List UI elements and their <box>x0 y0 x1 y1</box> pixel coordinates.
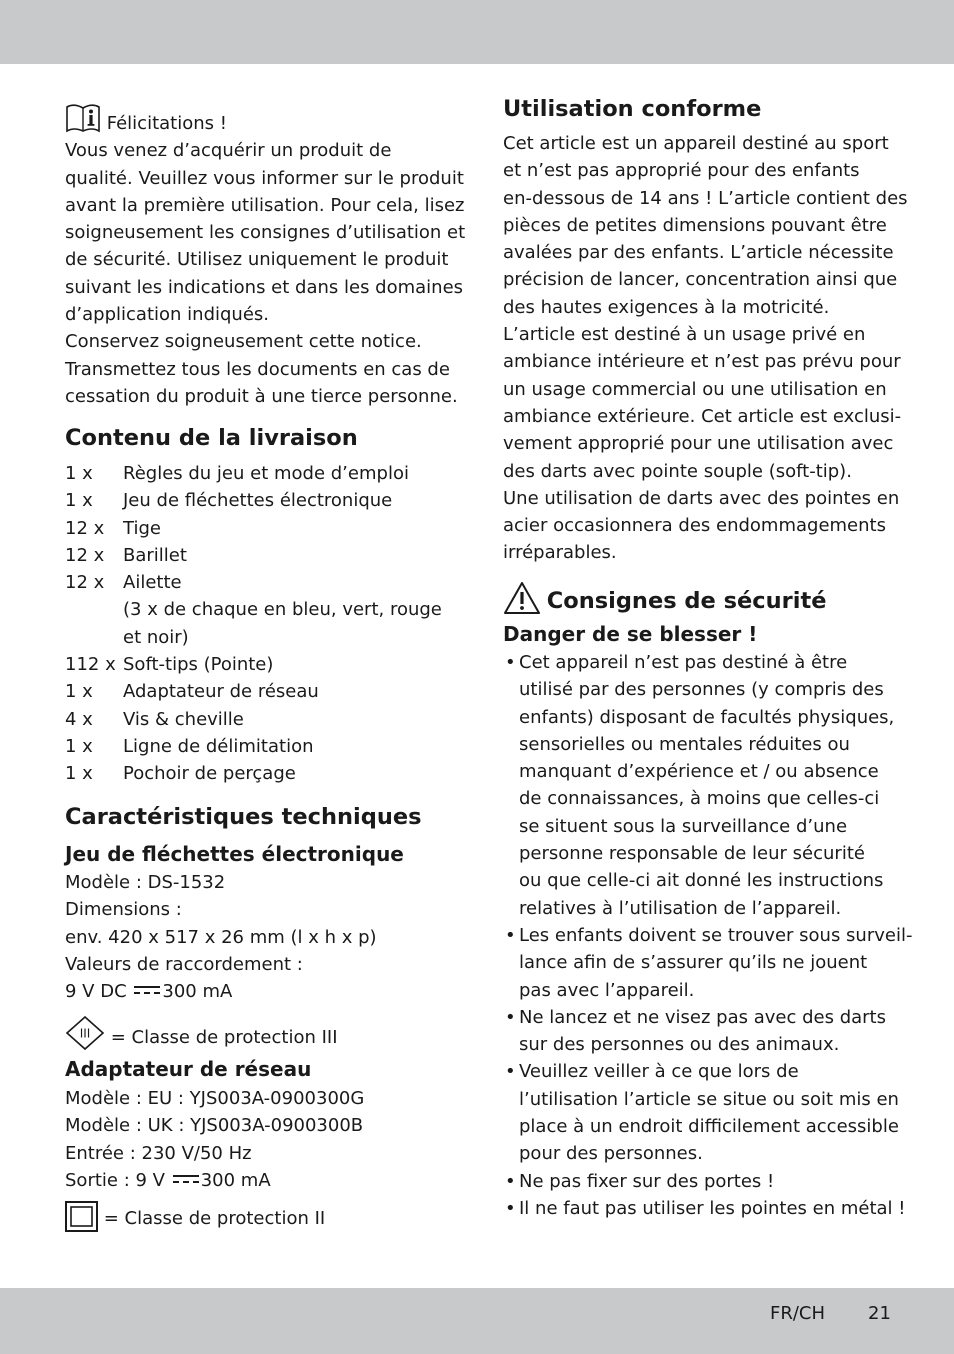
safety-bullet-line: relatives à l’utilisation de l’appareil. <box>519 897 842 919</box>
page-number: 21 <box>868 1303 891 1324</box>
delivery-qty: 112 x <box>65 654 116 676</box>
intro-section <box>65 103 465 410</box>
delivery-desc-line: Adaptateur de réseau <box>123 681 319 703</box>
safety-bullet-line: utilisé par des personnes (y compris des <box>519 679 884 701</box>
safety-bullet-line: Il ne faut pas utiliser les pointes en métal ! <box>519 1197 906 1219</box>
protection-class-iii-icon <box>65 1015 105 1051</box>
dartboard-dim-label: Dimensions : <box>65 899 182 921</box>
delivery-desc <box>123 760 442 787</box>
protection-class-symbol: III <box>79 1026 91 1041</box>
delivery-desc-line: Soft-tips (Pointe) <box>123 654 274 676</box>
delivery-item <box>65 460 442 487</box>
adapter-model-eu: Modèle : EU : YJS003A-0900300G <box>65 1088 365 1109</box>
intro-line: soigneusement les consignes d’utilisation et <box>65 222 466 244</box>
dartboard-model: Modèle : DS-1532 <box>65 872 226 893</box>
usage-line: précision de lancer, concentration ainsi que <box>503 269 898 291</box>
safety-bullet <box>503 1004 903 1059</box>
intro-line: suivant les indications et dans les domaines <box>65 276 464 298</box>
protection-class-iii <box>65 1015 338 1051</box>
delivery-item <box>65 569 442 651</box>
usage-line: Cet article est un appareil destiné au sport <box>503 133 889 154</box>
specs-title: Caractéristiques techniques <box>65 804 422 830</box>
delivery-desc <box>123 651 442 678</box>
dartboard-power <box>65 978 377 1005</box>
intro-line: d’application indiqués. <box>65 304 270 326</box>
safety-bullet-line: lance afin de s’assurer qu’ils ne jouent <box>519 952 868 974</box>
delivery-qty: 1 x <box>65 735 93 757</box>
bullet-icon: • <box>505 1006 516 1028</box>
adapter-input: Entrée : 230 V/50 Hz <box>65 1142 252 1164</box>
usage-line: des darts avec pointe souple (soft-tip). <box>503 460 852 482</box>
delivery-desc-line: Pochoir de perçage <box>123 763 296 785</box>
safety-title: Consignes de sécurité <box>546 588 827 614</box>
adapter-title: Adaptateur de réseau <box>65 1057 312 1081</box>
usage-line: avalées par des enfants. L’article nécessite <box>503 242 894 264</box>
intro-line: Transmettez tous les documents en cas de <box>65 358 450 380</box>
dartboard-specs <box>65 869 377 1005</box>
output-current: 300 mA <box>200 1169 271 1191</box>
delivery-desc <box>123 706 442 733</box>
bullet-icon: • <box>505 1197 516 1219</box>
dartboard-title: Jeu de fléchettes électronique <box>65 842 404 866</box>
delivery-item <box>65 542 442 569</box>
delivery-desc <box>123 542 442 569</box>
delivery-qty: 12 x <box>65 572 105 594</box>
delivery-desc-line: Ailette <box>123 572 182 594</box>
safety-bullet-line: l’utilisation l’article se situe ou soit mis en <box>519 1088 899 1110</box>
delivery-qty: 1 x <box>65 681 93 703</box>
safety-bullet <box>503 649 903 922</box>
usage-line: et n’est pas approprié pour des enfants <box>503 160 860 182</box>
safety-bullet <box>503 1195 906 1222</box>
intro-line: qualité. Veuillez vous informer sur le produit <box>65 167 464 189</box>
safety-heading <box>503 581 826 616</box>
usage-line: un usage commercial ou une utilisation en <box>503 378 887 400</box>
delivery-item <box>65 487 442 514</box>
safety-bullet-line: sur des personnes ou des animaux. <box>519 1034 840 1056</box>
safety-list <box>503 649 913 1222</box>
protection-class-ii-icon <box>65 1201 98 1232</box>
delivery-item <box>65 760 442 787</box>
delivery-qty: 1 x <box>65 490 93 512</box>
bullet-icon: • <box>505 924 516 946</box>
safety-bullet-line: Veuillez veiller à ce que lors de <box>519 1061 799 1083</box>
intro-line: cessation du produit à une tierce personne. <box>65 385 458 407</box>
usage-title: Utilisation conforme <box>503 96 762 122</box>
power-voltage: 9 V DC <box>65 981 127 1003</box>
bullet-icon: • <box>505 652 516 673</box>
usage-text <box>503 130 908 567</box>
delivery-qty: 12 x <box>65 544 105 566</box>
warning-icon <box>503 581 541 615</box>
bullet-icon: • <box>505 1061 516 1083</box>
protection-class-iii-text: = Classe de protection III <box>110 1027 338 1048</box>
dartboard-conn-label: Valeurs de raccordement : <box>65 953 303 975</box>
delivery-qty: 1 x <box>65 763 93 785</box>
delivery-desc-line: Barillet <box>123 544 187 566</box>
safety-bullet-line: Ne lancez et ne visez pas avec des darts <box>519 1006 886 1028</box>
dartboard-dim-value: env. 420 x 517 x 26 mm (l x h x p) <box>65 926 377 948</box>
safety-bullet <box>503 922 913 1004</box>
usage-line: acier occasionnera des endommagements <box>503 515 886 537</box>
usage-line: Une utilisation de darts avec des pointes en <box>503 487 900 509</box>
safety-bullet-line: personne responsable de leur sécurité <box>519 843 865 865</box>
bullet-icon: • <box>505 1170 516 1192</box>
delivery-item <box>65 733 442 760</box>
adapter-output <box>65 1167 364 1194</box>
delivery-desc-line: et noir) <box>123 626 189 648</box>
usage-line: pièces de petites dimensions pouvant être <box>503 214 887 236</box>
intro-line: Conservez soigneusement cette notice. <box>65 331 422 353</box>
delivery-desc <box>123 733 442 760</box>
adapter-specs <box>65 1085 364 1194</box>
delivery-item <box>65 651 442 678</box>
protection-class-ii <box>65 1201 325 1232</box>
safety-bullet-line: pour des personnes. <box>519 1143 703 1165</box>
delivery-desc-line: Tige <box>123 517 161 539</box>
delivery-item <box>65 706 442 733</box>
output-voltage: Sortie : 9 V <box>65 1169 165 1191</box>
safety-bullet-line: se situent sous la surveillance d’une <box>519 815 848 837</box>
intro-line: avant la première utilisation. Pour cela, lisez <box>65 194 465 216</box>
delivery-qty: 4 x <box>65 708 93 730</box>
delivery-desc <box>123 515 442 542</box>
usage-line: en-dessous de 14 ans ! L’article contient des <box>503 187 908 209</box>
header-band <box>0 0 954 64</box>
usage-line: irréparables. <box>503 542 617 564</box>
safety-bullet-line: enfants) disposant de facultés physiques, <box>519 706 895 728</box>
protection-class-ii-text: = Classe de protection II <box>103 1208 326 1229</box>
usage-line: des hautes exigences à la motricité. <box>503 296 830 318</box>
footer-language: FR/CH <box>770 1303 826 1324</box>
delivery-qty: 1 x <box>65 463 93 484</box>
delivery-desc-line: (3 x de chaque en bleu, vert, rouge <box>123 599 442 621</box>
delivery-item <box>65 678 442 705</box>
safety-bullet-line: Cet appareil n’est pas destiné à être <box>519 652 848 673</box>
safety-bullet-line: ou que celle-ci ait donné les instructions <box>519 870 884 892</box>
delivery-desc-line: Jeu de fléchettes électronique <box>123 490 393 512</box>
intro-line: de sécurité. Utilisez uniquement le produit <box>65 249 449 271</box>
safety-bullet <box>503 1058 903 1167</box>
safety-bullet-line: place à un endroit difficilement accessible <box>519 1116 899 1138</box>
safety-bullet-line: Les enfants doivent se trouver sous surveil- <box>519 924 913 946</box>
usage-line: ambiance extérieure. Cet article est exclusi- <box>503 405 902 427</box>
safety-bullet-line: de connaissances, à moins que celles-ci <box>519 788 880 810</box>
intro-line: Vous venez d’acquérir un produit de <box>65 140 392 162</box>
delivery-desc-line: Vis & cheville <box>123 708 244 730</box>
dc-symbol-icon <box>173 1174 199 1184</box>
usage-line: vement approprié pour une utilisation avec <box>503 433 894 455</box>
usage-line: ambiance intérieure et n’est pas prévu pour <box>503 351 901 373</box>
safety-bullet <box>503 1168 903 1195</box>
adapter-model-uk: Modèle : UK : YJS003A-0900300B <box>65 1115 364 1137</box>
intro-heading: Félicitations ! <box>106 113 227 134</box>
safety-bullet-line: Ne pas fixer sur des portes ! <box>519 1170 775 1192</box>
delivery-desc <box>123 678 442 705</box>
delivery-list <box>65 460 442 788</box>
delivery-desc <box>123 460 442 487</box>
dc-symbol-icon <box>134 985 160 995</box>
info-icon <box>65 103 101 133</box>
power-current: 300 mA <box>162 981 233 1003</box>
delivery-desc-line: Ligne de délimitation <box>123 735 314 757</box>
usage-line: L’article est destiné à un usage privé en <box>503 324 866 346</box>
intro-text <box>65 137 465 410</box>
safety-subtitle: Danger de se blesser ! <box>503 622 758 646</box>
safety-bullet-line: sensorielles ou mentales réduites ou <box>519 733 850 755</box>
safety-bullet-line: manquant d’expérience et / ou absence <box>519 761 879 783</box>
safety-bullet-line: pas avec l’appareil. <box>519 979 695 1001</box>
delivery-desc <box>123 569 442 651</box>
delivery-desc-line: Règles du jeu et mode d’emploi <box>123 463 409 484</box>
delivery-item <box>65 515 442 542</box>
delivery-qty: 12 x <box>65 517 105 539</box>
delivery-desc <box>123 487 442 514</box>
delivery-title: Contenu de la livraison <box>65 425 358 451</box>
